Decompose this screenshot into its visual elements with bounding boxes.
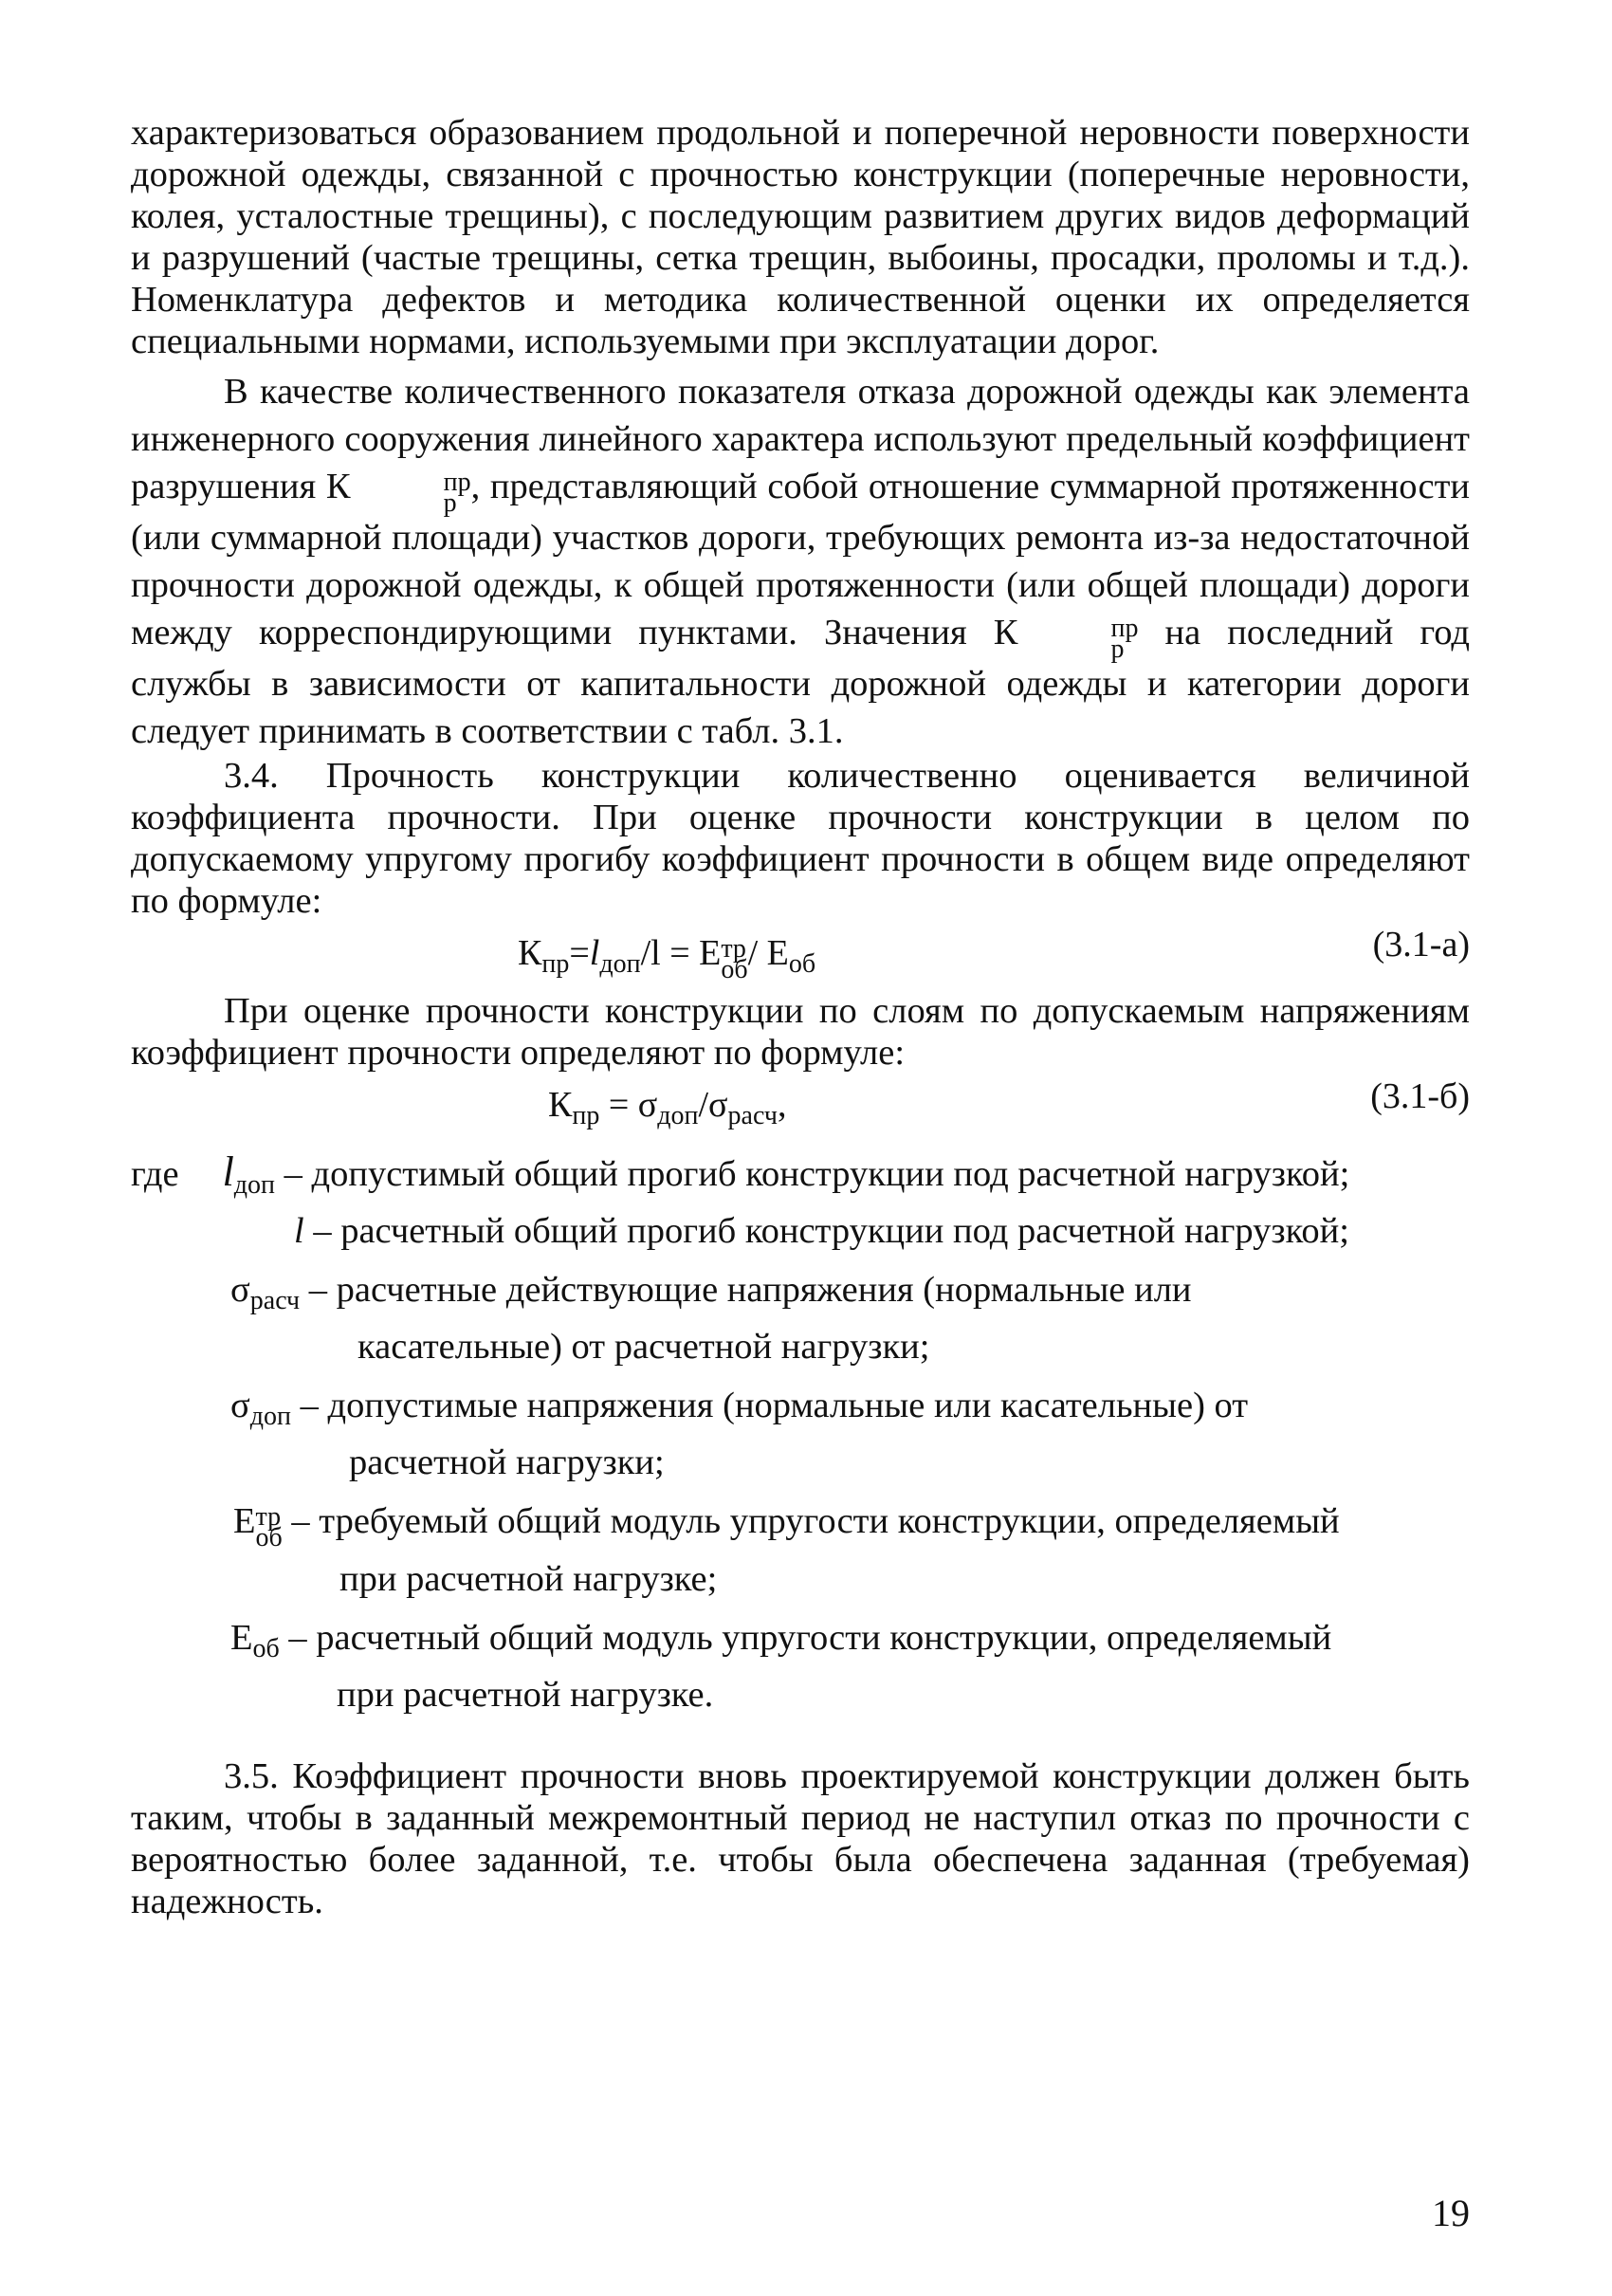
definition-l-dop: где $l_{доп}$ – допустимый общий прогиб конструкции под расчетной нагрузкой; (131, 1148, 1350, 1200)
paragraph-2 (131, 368, 1470, 755)
paragraph-2-part-c: на последний год службы в зависимости от капитальности дорожной одежды и категории дороги следует принимать в соответствии с табл. 3.1. (131, 613, 1470, 751)
document-page (131, 112, 1470, 1922)
paragraph-3: 3.4. Прочность конструкции количественно оценивается величиной коэффициента прочности. При оценке прочности конструкции в целом по допускаемому упругому прогибу коэффициент прочности в общем виде определяют по формуле: (131, 756, 1470, 921)
page-number: 19 (1432, 2192, 1470, 2234)
formula-3-1-b (131, 1076, 1470, 1142)
definition-l: l – расчетный общий прогиб конструкции под расчетной нагрузкой; (294, 1211, 1349, 1251)
definition-sigma-rasch: $\sigma_{расч}$ – расчетные действующие напряжения (нормальные или касательные) от расчетной нагрузки; (230, 1270, 1192, 1367)
paragraph-4: При оценке прочности конструкции по слоям по допускаемым напряжениям коэффициент прочности определяют по формуле: (131, 991, 1470, 1073)
kr-symbol-1: пр р (443, 468, 471, 518)
paragraph-2-part-a: В качестве количественного показателя отказа дорожной одежды как элемента инженерного сооружения линейного характера используют предельный коэффициент разрушения К (131, 372, 1470, 506)
where-label: где (131, 1154, 179, 1194)
paragraph-2-part-b: , представляющий собой отношение суммарной протяженности (или суммарной площади) участков дороги, требующих ремонта из-за недостаточной прочности дорожной одежды, к общей протяженности (или общей площади) дороги между корреспондирующими пунктами. Значения К (131, 467, 1471, 652)
definition-sigma-dop: $\sigma_{доп}$ – допустимые напряжения (нормальные или касательные) от расчетной нагрузки; (230, 1386, 1249, 1482)
definition-e-tr: Е тр об – требуемый общий модуль упругости конструкции, определяемый при расчетной нагрузке; (233, 1501, 1340, 1599)
formula-3-1-a-number: (3.1-а) (1372, 925, 1470, 964)
paragraph-5: 3.5. Коэффициент прочности вновь проектируемой конструкции должен быть таким, чтобы в заданный межремонтный период не наступил отказ по прочности с вероятностью более заданной, т.е. чтобы была обеспечена заданная (требуемая) надежность. (131, 1756, 1470, 1921)
formula-3-1-b-expression: $К_{пр} = \sigma_{доп}/\sigma_{расч}$, (548, 1085, 787, 1130)
formula-3-1-b-number: (3.1-б) (1370, 1076, 1470, 1116)
kr-symbol-2: пр р (1110, 614, 1139, 664)
formula-3-1-a-expression: $К_{пр}=l_{доп}/l = Е$ тр об / $Е_{об}$ (518, 933, 816, 984)
definitions-list (131, 1149, 1470, 1717)
definition-e-ob: $Е_{об}$ – расчетный общий модуль упругости конструкции, определяемый при расчетной нагрузке. (230, 1618, 1332, 1715)
paragraph-1: характеризоваться образованием продольной и поперечной неровности поверхности дорожной одежды, связанной с прочностью конструкции (поперечные неровности, колея, усталостные трещины), с последующим развитием других видов деформаций и разрушений (частые трещины, сетка трещин, выбоины, просадки, проломы и т.д.). Номенклатура дефектов и методика количественной оценки их определяется специальными нормами, используемыми при эксплуатации дорог. (131, 113, 1470, 361)
formula-3-1-a (131, 925, 1470, 990)
